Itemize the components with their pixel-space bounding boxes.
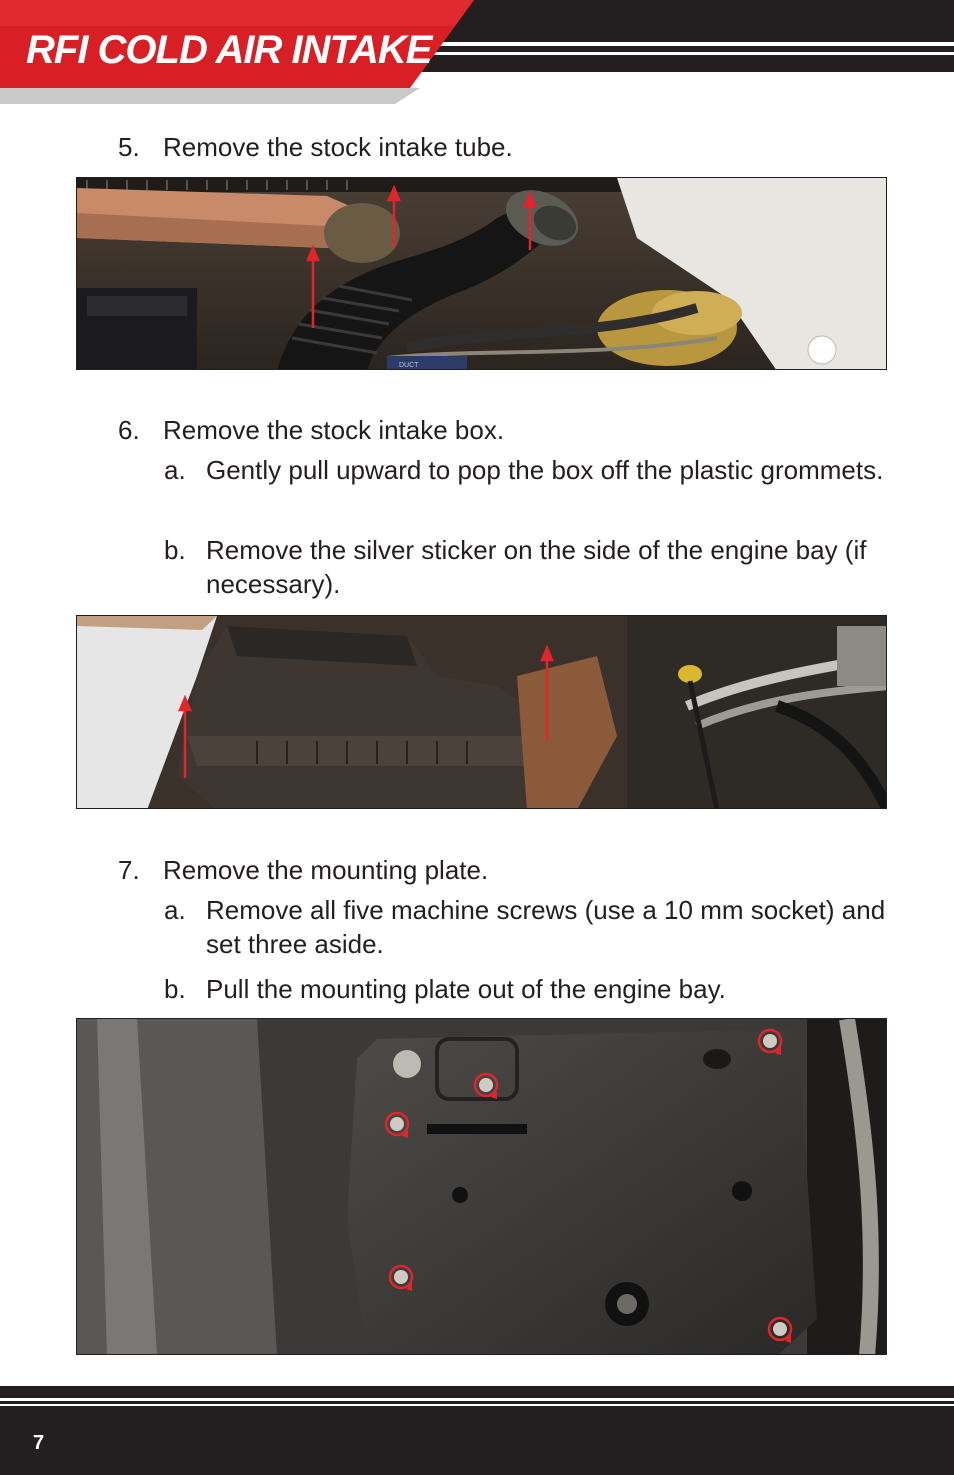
substep-letter: b. (164, 974, 186, 1004)
footer-rule-thin (0, 1401, 954, 1404)
page-footer (0, 1406, 954, 1475)
substep-letter: a. (164, 895, 186, 925)
step-text: Remove the stock intake box. (163, 415, 505, 445)
step-number: 7. (118, 855, 140, 885)
footer-rule (0, 1386, 954, 1398)
intake-box-photo (76, 615, 887, 809)
mounting-plate-photo (76, 1018, 887, 1355)
step-text: Remove the stock intake tube. (163, 132, 513, 162)
step-text: Remove the mounting plate. (163, 855, 489, 885)
substep-text: Pull the mounting plate out of the engine bay. (206, 974, 726, 1004)
substep-letter: a. (164, 455, 186, 485)
step-number: 6. (118, 415, 140, 445)
page-number: 7 (33, 1432, 45, 1454)
step-number: 5. (118, 132, 140, 162)
intake-tube-photo (76, 177, 887, 370)
substep-text: Remove all five machine screws (use a 10 mm socket) and set three aside. (206, 895, 886, 959)
substep-letter: b. (164, 535, 186, 565)
duct-label: DUCT (399, 362, 419, 369)
substep-text: Remove the silver sticker on the side of the engine bay (if necessary). (206, 535, 867, 599)
substep-text: Gently pull upward to pop the box off the plastic grommets. (206, 455, 884, 485)
page-header (0, 0, 954, 110)
document-title: RFI COLD AIR INTAKE (26, 28, 432, 72)
